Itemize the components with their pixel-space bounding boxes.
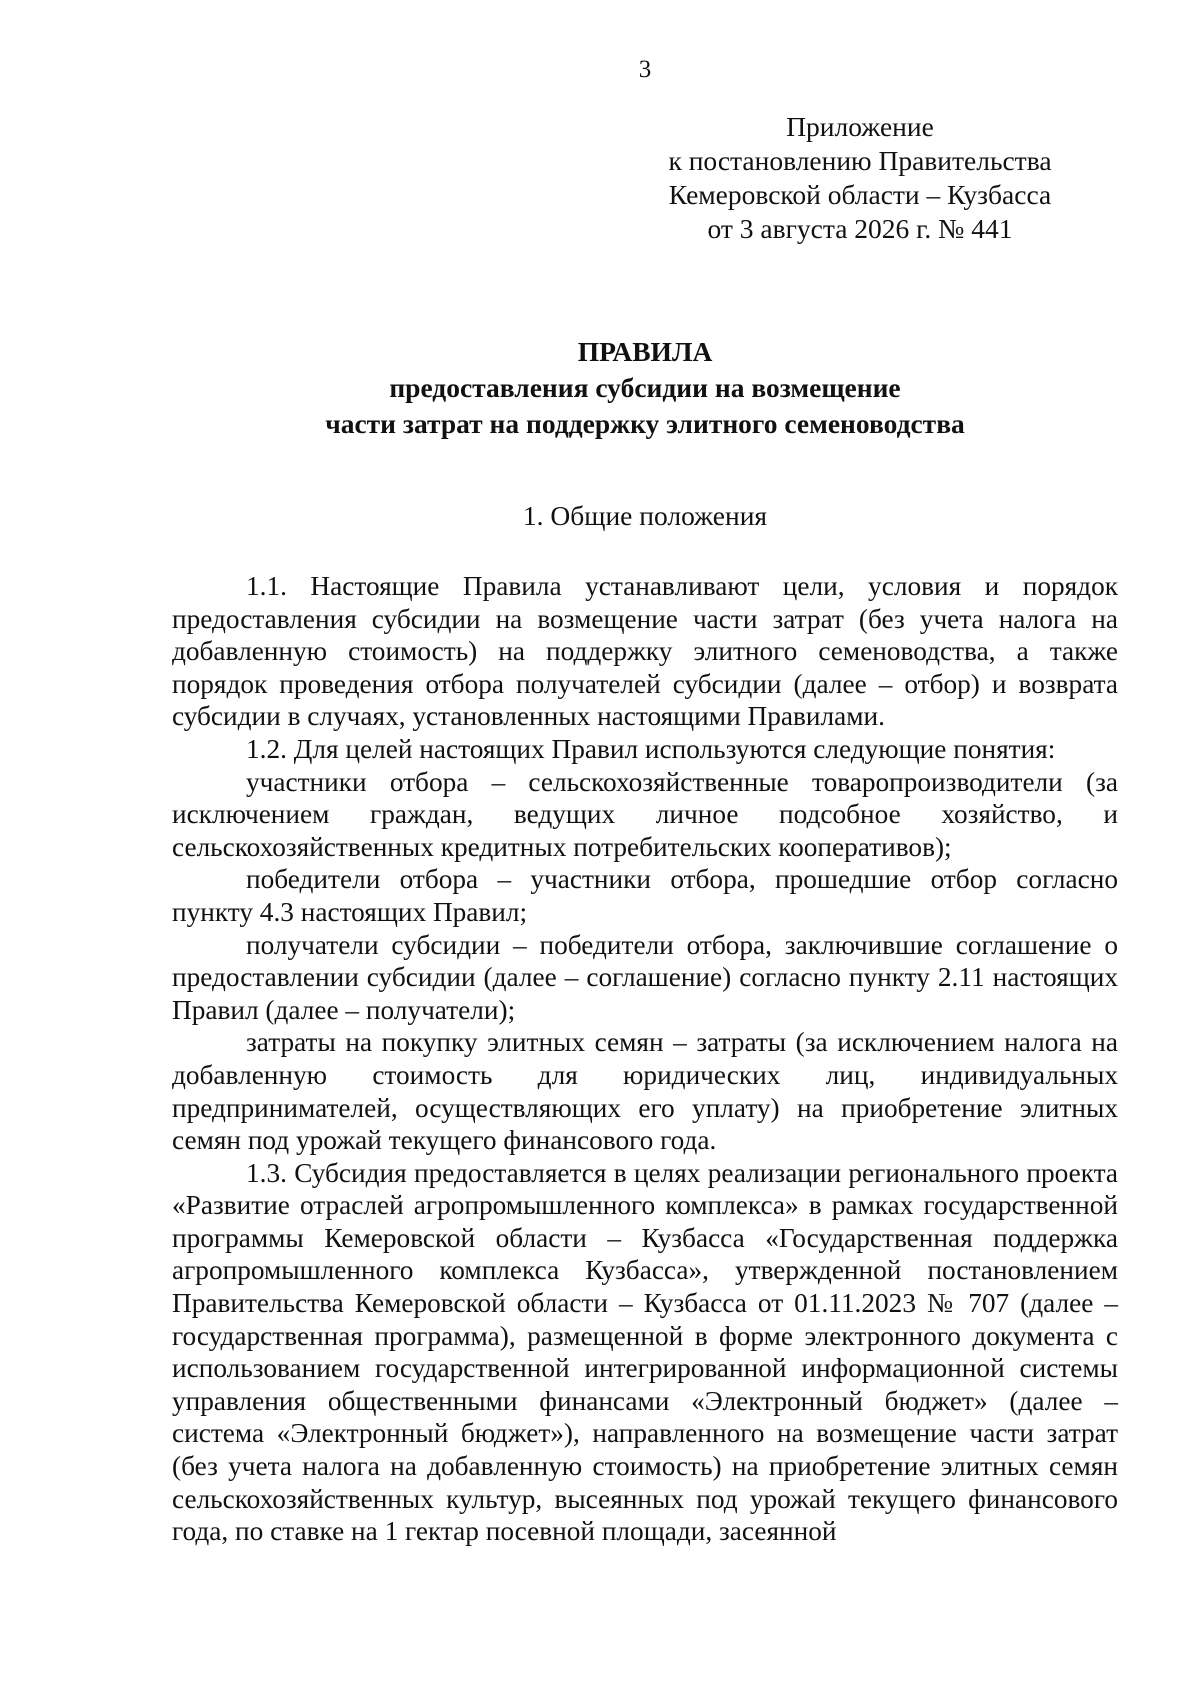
paragraph: 1.3. Субсидия предоставляется в целях реализации регионального проекта «Развитие отраслей агропромышленного комплекса» в рамках государственной программы Кемеровской области – Кузбасса «Государственная поддержка агропромышленного комплекса Кузбасса», утвержденной постановлением Правительства Кемеровской области – Кузбасса от 01.11.2023 № 707 (далее – государственная программа), размещенной в форме электронного документа с использованием государственной интегрированной информационной системы управления общественными финансами «Электронный бюджет» (далее – система «Электронный бюджет»), направленного на возмещение части затрат (без учета налога на добавленную стоимость) на приобретение элитных семян сельскохозяйственных культур, высеянных под урожай текущего финансового года, по ставке на 1 гектар посевной площади, засеянной [172,1157,1118,1547]
page-number: 3 [638,56,652,83]
paragraph: 1.2. Для целей настоящих Правил используются следующие понятия: [246,733,1056,764]
appendix-block [640,110,1080,246]
paragraph: участники отбора – сельскохозяйственные товаропроизводители (за исключением граждан, ведущих личное подсобное хозяйство, и сельскохозяйственных кредитных потребительских кооперативов); [172,766,1118,862]
paragraph: победители отбора – участники отбора, прошедшие отбор согласно пункту 4.3 настоящих Правил; [172,864,1118,927]
paragraph: 1.1. Настоящие Правила устанавливают цели, условия и порядок предоставления субсидии на возмещение части затрат (без учета налога на добавленную стоимость) на поддержку элитного семеноводства, а также порядок проведения отбора получателей субсидии (далее – отбор) и возврата субсидии в случаях, установленных настоящими Правилами. [172,571,1118,732]
document-title [0,334,1200,442]
appendix-line: Приложение [786,111,934,142]
title-subtitle-line: части затрат на поддержку элитного семеноводства [325,408,965,439]
appendix-line: к постановлению Правительства [668,145,1052,176]
section-heading: 1. Общие положения [522,500,768,531]
appendix-date-line: от 3 августа 2026 г. № 441 [707,213,1013,244]
title-main: ПРАВИЛА [577,336,713,367]
appendix-line: Кемеровской области – Кузбасса [668,179,1052,210]
paragraph: затраты на покупку элитных семян – затраты (за исключением налога на добавленную стоимость для юридических лиц, индивидуальных предпринимателей, осуществляющих его уплату) на приобретение элитных семян под урожай текущего финансового года. [172,1027,1118,1156]
paragraph: получатели субсидии – победители отбора, заключившие соглашение о предоставлении субсидии (далее – соглашение) согласно пункту 2.11 настоящих Правил (далее – получатели); [172,929,1118,1025]
title-subtitle-line: предоставления субсидии на возмещение [389,372,901,403]
body-text [172,570,1118,1548]
